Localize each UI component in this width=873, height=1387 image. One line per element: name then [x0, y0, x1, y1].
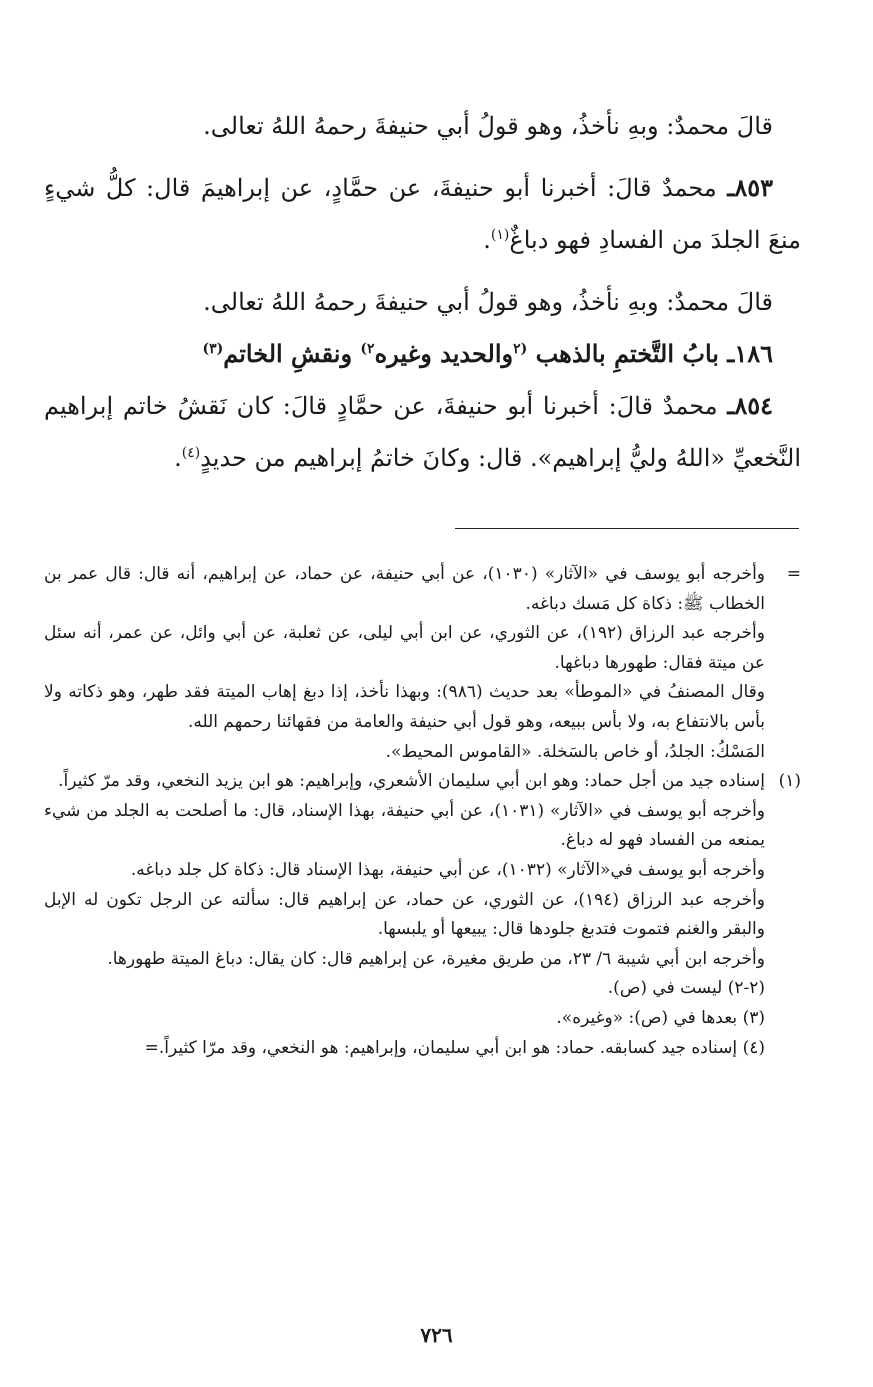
footnote-text: إسناده جيد من أجل حماد: وهو ابن أبي سليمان الأشعري، وإبراهيم: هو ابن يزيد النخعي، وقد مرّ كثيراً.: [58, 771, 765, 792]
footnote-text: وأخرجه أبو يوسف في «الآثار» (١٠٣٠)، عن أبي حنيفة، عن حماد، عن إبراهيم، أنه قال: قال عمر بن الخطاب ﷺ: ذكاة كل مَسك دباغه.: [44, 564, 766, 614]
footnote-text: إسناده جيد كسابقه. حماد: هو ابن أبي سليمان، وإبراهيم: هو النخعي، وقد مرّا كثيراً.=: [144, 1037, 738, 1058]
hadith-number: ٨٥٣ـ: [727, 173, 773, 202]
punct: .: [483, 226, 491, 254]
footnote-ref: (٣): [202, 341, 224, 357]
chapter-title-part: ١٨٦ـ بابُ التَّختمِ بالذهب: [527, 339, 773, 368]
continuation-marker: =: [786, 564, 801, 584]
footnote-text: بعدها في (ص): «وغيره».: [556, 1007, 738, 1028]
chapter-heading: [44, 328, 801, 380]
footnotes: [44, 560, 801, 1063]
punct: .: [174, 444, 182, 472]
footnote-separator: [455, 528, 799, 529]
footnote-text: ليست في (ص).: [607, 978, 723, 999]
footnote-ref: (٢: [513, 341, 528, 357]
chapter-title-part: ونقشِ الخاتم: [223, 339, 361, 368]
paragraph: [44, 100, 801, 152]
paragraph: [44, 276, 801, 328]
footnote-4: [44, 1034, 801, 1064]
paragraph-text: قالَ محمدٌ: وبهِ نأخذُ، وهو قولُ أبي حنيفةَ رحمهُ اللهُ تعالى.: [203, 288, 773, 316]
footnote-marker: (٢-٢): [727, 978, 765, 999]
footnote-text: وأخرجه ابن أبي شيبة ٦/ ٢٣، من طريق مغيرة، عن إبراهيم قال: كان يقال: دباغ الميتة طهورها.: [107, 948, 765, 969]
footnote-ref: ٢): [360, 341, 375, 357]
footnote-text: وأخرجه عبد الرزاق (١٩٢)، عن الثوري، عن ابن أبي ليلى، عن ثعلبة، عن أبي وائل، عن عمر، أنه سئل عن ميتة فقال: طهورها دباغها.: [44, 623, 765, 673]
hadith-text: محمدٌ قالَ: أخبرنا أبو حنيفةَ، عن حمَّادٍ، عن إبراهيمَ قال: كلُّ شيءٍ منعَ الجلدَ من الفسادِ فهو دباغٌ: [44, 174, 801, 254]
hadith-854: [44, 380, 801, 484]
footnote-1: [44, 767, 801, 797]
chapter-title-part: والحديد وغيره: [374, 339, 514, 368]
footnote-2: [44, 974, 801, 1004]
footnote-ref: (١): [490, 227, 510, 243]
footnote-3: [44, 1004, 801, 1034]
page-number: ٧٢٦: [420, 1323, 453, 1347]
footnote-marker: (١): [778, 771, 801, 792]
main-text: [44, 100, 801, 484]
footnote-marker: (٣): [742, 1007, 765, 1028]
footnote-text: المَسْكُ: الجلدُ، أو خاص بالسَخلة. «القاموس المحيط».: [385, 741, 765, 762]
hadith-number: ٨٥٤ـ: [727, 391, 773, 420]
hadith-text: محمدٌ قالَ: أخبرنا أبو حنيفةَ، عن حمَّادٍ قالَ: كان نَقشُ خاتم إبراهيم النَّخعيِّ «اللهُ وليُّ إبراهيم». قال: وكانَ خاتمُ إبراهيم من حديدٍ: [44, 392, 801, 472]
footnote-ref: (٤): [181, 445, 201, 461]
paragraph-text: قالَ محمدٌ: وبهِ نأخذُ، وهو قولُ أبي حنيفةَ رحمهُ اللهُ تعالى.: [203, 112, 773, 140]
footnote-continuation: [44, 560, 801, 619]
footnote-marker: (٤): [742, 1037, 765, 1058]
footnote-text: وأخرجه عبد الرزاق (١٩٤)، عن الثوري، عن حماد، عن إبراهيم قال: سألته عن الرجل تكون له الإبل والبقر والغنم فتموت فتدبغ جلودها قال: يبيعها أو يلبسها.: [44, 889, 766, 940]
footnote-text: وقال المصنفُ في «الموطأ» بعد حديث (٩٨٦): وبهذا نأخذ، إذا دبغ إهاب الميتة فقد طهر، وهو ذكاته ولا بأس بالانتفاع به، ولا بأس ببيعه، وهو قول أبي حنيفة والعامة من فقهائنا رحمهم الله.: [44, 682, 765, 732]
hadith-853: [44, 162, 801, 266]
footnote-text: وأخرجه أبو يوسف في «الآثار» (١٠٣١)، عن أبي حنيفة، بهذا الإسناد، قال: ما أصلحت به الجلد من شيء يمنعه من الفساد فهو له دباغ.: [44, 800, 765, 851]
footnote-text: وأخرجه أبو يوسف في«الآثار» (١٠٣٢)، عن أبي حنيفة، بهذا الإسناد قال: ذكاة كل جلد دباغه.: [130, 859, 765, 880]
